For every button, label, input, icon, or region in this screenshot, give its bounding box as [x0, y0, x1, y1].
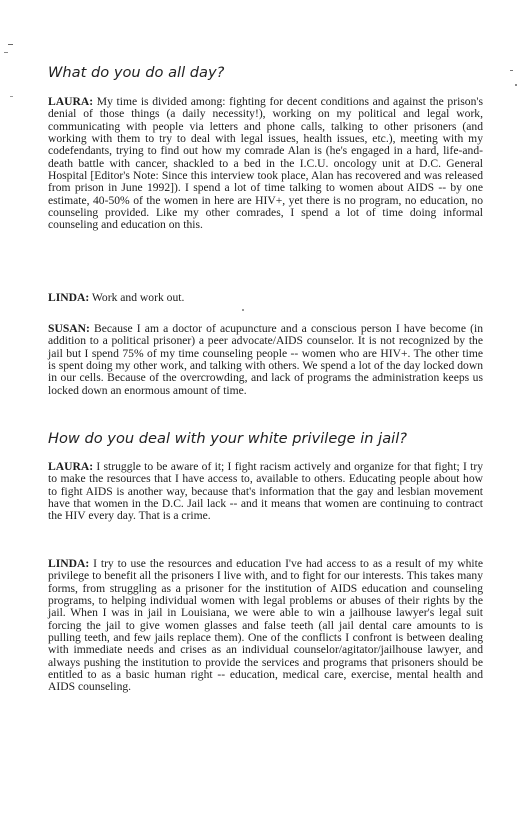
scan-speck: [242, 309, 244, 311]
speaker-name: SUSAN:: [48, 322, 90, 335]
speaker-name: LAURA:: [48, 95, 94, 108]
answer-paragraph: [48, 323, 483, 397]
answer-paragraph: [48, 558, 483, 694]
answer-text: My time is divided among: fighting for decent conditions and against the prison's denial of those things (a daily necessity!), working on my political and legal work, communicating with people via letters and phone calls, talking to other prisoners (and working with them to try to deal with legal issues, health issues, etc.), meeting with my codefendants, trying to find out how my comrade Alan is (he's engaged in a hard, life-and-death battle with cancer, shackled to a bed in the I.C.U. oncology unit at D.C. General Hospital [Editor's Note: Since this interview took place, Alan has recovered and was released from prison in June 1992]). I spend a lot of time talking to women about AIDS -- by one estimate, 40-50% of the women in here are HIV+, yet there is no program, no education, no counseling provided. Like my other comrades, I spend a lot of time doing informal counseling and education on this.: [48, 95, 483, 232]
answer-paragraph: [48, 96, 483, 232]
answer-text: Work and work out.: [89, 291, 185, 304]
scan-speck: [4, 52, 8, 53]
answer-text: Because I am a doctor of acupuncture and a conscious person I have become (in addition to a political prisoner) a peer advocate/AIDS counselor. It is not recognized by the jail but I spend 75% of my time counseling people -- women who are HIV+. The other time is spent doing my other work, and talking with others. We spend a lot of the day locked down in our cells. Because of the overcrowding, and lack of programs the administration keeps us locked down an enormous amount of time.: [48, 322, 483, 397]
scan-speck: [510, 70, 513, 71]
speaker-name: LAURA:: [48, 460, 94, 473]
speaker-name: LINDA:: [48, 557, 90, 570]
answer-paragraph: [48, 461, 483, 523]
answer-text: I try to use the resources and education I've had access to as a result of my white privilege to benefit all the prisoners I live with, and to fight for our interests. This takes many forms, from struggling as a prisoner for the institution of AIDS education and counseling programs, to helping individual women with legal problems or abuses of their rights by the jail. When I was in jail in Louisiana, we were able to win a jailhouse lawyer's legal suit forcing the jail to give women glasses and false teeth (all jail dental care amounts to is pulling teeth, and few jails replace them). One of the conflicts I confront is between dealing with immediate needs and crises as an individual counselor/agitator/jailhouse lawyer, and always pushing the institution to provide the services and programs that prisoners should be entitled to as a basic human right -- education, medical care, exercise, mental health and AIDS counseling.: [48, 557, 483, 694]
scan-speck: [515, 84, 517, 86]
question-heading: How do you deal with your white privilege in jail?: [48, 430, 407, 447]
speaker-name: LINDA:: [48, 291, 90, 304]
answer-text: I struggle to be aware of it; I fight racism actively and organize for that fight; I try to make the resources that I have access to, available to others. Educating people about how to fight AIDS is another way, because that's information that the gay and lesbian movement have that women in the D.C. Jail lack -- and it means that women are continuing to contract the HIV every day. That is a crime.: [48, 460, 483, 523]
question-heading: What do you do all day?: [48, 64, 225, 81]
scan-speck: [10, 96, 13, 97]
answer-paragraph: [48, 292, 483, 304]
scan-speck: [8, 44, 13, 45]
